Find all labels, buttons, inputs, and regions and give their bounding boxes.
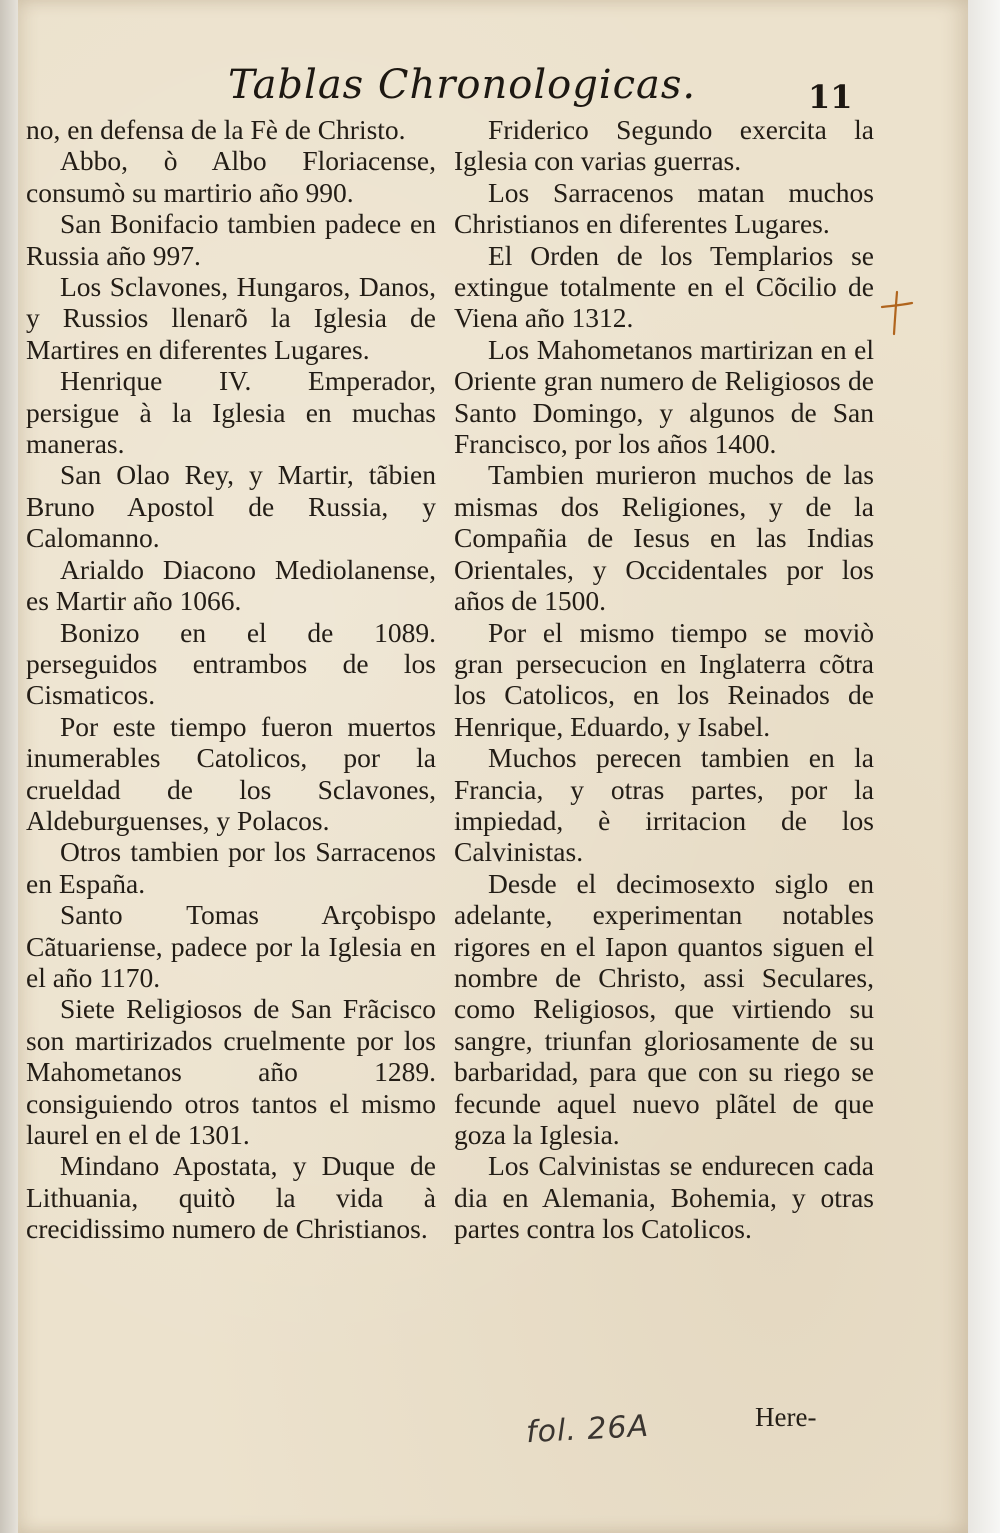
book-spine-shadow <box>0 0 18 1533</box>
running-title: Tablas Chronologicas. <box>228 62 697 108</box>
catchword: Here- <box>755 1402 817 1432</box>
entry-left-4: Los Sclavones, Hungaros, Danos, y Russios llenarõ la Iglesia de Martires en diferentes Lugares. <box>26 271 436 365</box>
entry-left-7: Arialdo Diacono Mediolanense, es Martir año 1066. <box>26 553 436 617</box>
entry-left-11: Santo Tomas Arçobispo Cãtuariense, padece por la Iglesia en el año 1170. <box>26 899 436 993</box>
page-number: 11 <box>808 78 853 116</box>
entry-left-10: Otros tambien por los Sarracenos en España. <box>26 836 436 899</box>
entry-right-7: Muchos perecen tambien en la Francia, y otras partes, por la impiedad, è irritacion de los Calvinistas. <box>454 742 874 868</box>
book-page <box>18 0 968 1533</box>
entry-right-2: Los Sarracenos matan muchos Christianos en diferentes Lugares. <box>454 176 874 240</box>
handwritten-cross-mark <box>880 290 914 336</box>
entry-left-1: no, en defensa de la Fè de Christo. <box>26 114 406 145</box>
entry-left-8: Bonizo en el de 1089. perseguidos entrambos de los Cismaticos. <box>26 616 436 711</box>
handwritten-shelfmark: fol. 26A <box>525 1408 650 1451</box>
entry-left-6: San Olao Rey, y Martir, tãbien Bruno Apostol de Russia, y Calomanno. <box>26 459 436 554</box>
entry-left-12: Siete Religiosos de San Frãcisco son martirizados cruelmente por los Mahometanos año 1289. consiguiendo otros tantos el mismo laurel en el de 1301. <box>26 993 436 1150</box>
entry-left-2: Abbo, ò Albo Floriacense, consumò su martirio año 990. <box>26 145 436 208</box>
entry-right-3: El Orden de los Templarios se extingue totalmente en el Cõcilio de Viena año 1312. <box>454 239 874 334</box>
entry-right-6: Por el mismo tiempo se moviò gran persecucion en Inglaterra cõtra los Catolicos, en los Reinados de Henrique, Eduardo, y Isabel. <box>454 616 874 742</box>
entry-right-9: Los Calvinistas se endurecen cada dia en Alemania, Bohemia, y otras partes contra los Catolicos. <box>454 1150 874 1245</box>
entry-left-13: Mindano Apostata, y Duque de Lithuania, quitò la vida à crecidissimo numero de Christianos. <box>26 1150 436 1245</box>
scan-background-edge <box>968 0 1000 1533</box>
left-column <box>26 114 436 1245</box>
entry-left-3: San Bonifacio tambien padece en Russia año 997. <box>26 208 436 271</box>
entry-right-8: Desde el decimosexto siglo en adelante, experimentan notables rigores en el Iapon quantos siguen el nombre de Christo, assi Seculares, como Religiosos, que virtiendo su sangre, triunfan gloriosamente de su barbaridad, para que con su riego se fecunde aquel nuevo plãtel de que goza la Iglesia. <box>454 867 874 1150</box>
entry-right-4: Los Mahometanos martirizan en el Oriente gran numero de Religiosos de Santo Domingo, y algunos de San Francisco, por los años 1400. <box>454 333 874 460</box>
entry-left-5: Henrique IV. Emperador, persigue à la Iglesia en muchas maneras. <box>26 365 436 460</box>
entry-right-5: Tambien murieron muchos de las mismas dos Religiones, y de la Compañia de Iesus en las Indias Orientales, y Occidentales por los años de 1500. <box>454 459 874 617</box>
entry-left-9: Por este tiempo fueron muertos inumerables Catolicos, por la crueldad de los Sclavones, Aldeburguenses, y Polacos. <box>26 710 436 836</box>
right-column <box>454 114 874 1245</box>
entry-right-1: Friderico Segundo exercita la Iglesia con varias guerras. <box>454 114 874 177</box>
